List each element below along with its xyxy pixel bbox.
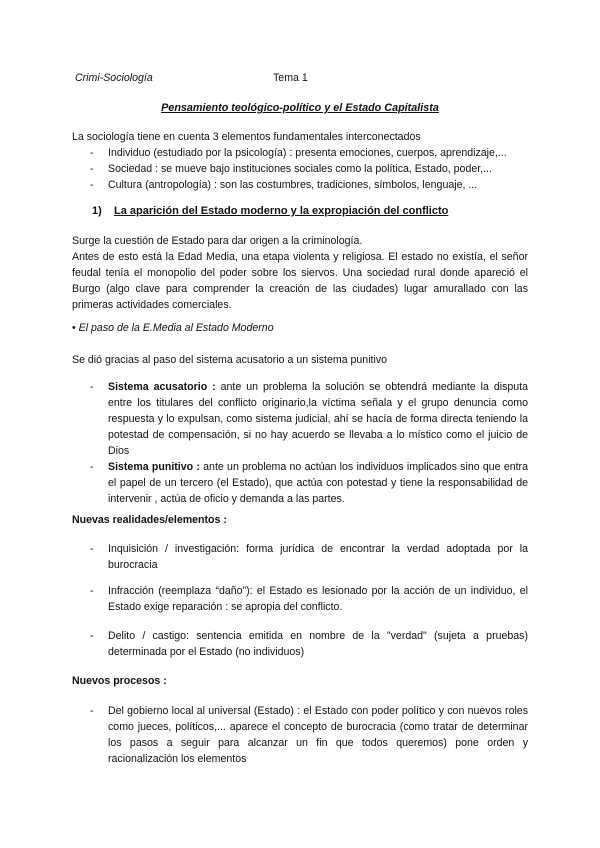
section-title: La aparición del Estado moderno y la expropiación del conflicto [114, 205, 449, 217]
section-heading [92, 205, 448, 217]
page-header [75, 72, 535, 86]
list-item: - Del gobierno local al universal (Estado) : el Estado con poder político y con nuevos roles como jueces, políticos,... aparece el concepto de burocracia (como tratar de determinar los pasos a seguir para alcanzar un fin que todos queremos) pone orden y racionalización los elementos [90, 705, 528, 765]
bullet-icon: • [72, 322, 76, 334]
list-item: - Cultura (antropología) : son las costumbres, tradiciones, símbolos, lenguaje, ... [90, 179, 478, 191]
header-subject: Crimi-Sociología [75, 72, 153, 84]
section-paragraph [72, 233, 528, 313]
header-topic: Tema 1 [273, 72, 308, 84]
intro-list [90, 145, 528, 193]
new-realities-heading: Nuevas realidades/elementos : [72, 514, 227, 526]
new-processes-list [90, 703, 528, 767]
term: Sistema acusatorio : [108, 381, 216, 393]
list-item: - Inquisición / investigación: forma jurídica de encontrar la verdad adoptada por la burocracia [90, 543, 528, 571]
new-realities-list [90, 628, 528, 660]
new-processes-heading: Nuevos procesos : [72, 675, 167, 687]
list-item: - Sociedad : se mueve bajo instituciones sociales como la política, Estado, poder,... [90, 163, 492, 175]
list-item: - Infracción (reemplaza “daño”): el Estado es lesionado por la acción de un individuo, el Estado exige reparación : se apropia del conflicto. [90, 585, 528, 613]
intro-text: La sociología tiene en cuenta 3 elementos fundamentales interconectados [72, 131, 421, 143]
paragraph-body: Antes de esto está la Edad Media, una etapa violenta y religiosa. El estado no existía, el señor feudal tenía el monopolio del poder sobre los siervos. Una sociedad rural donde apareció el Burgo (algo clave para comprender la creación de las ciudades) lugar amurallado con las primeras actividades comerciales. [72, 251, 528, 311]
term: Sistema punitivo : [108, 461, 200, 473]
list-item: - Sistema punitivo : ante un problema no actúan los individuos implicados sino que entra el papel de un tercero (el Estado), que actúa con potestad y tiene la responsabilidad de intervenir , actúa de oficio y demanda a las partes. [90, 461, 528, 505]
subsection-intro: Se dió gracias al paso del sistema acusatorio a un sistema punitivo [72, 354, 388, 366]
paragraph-line: Surge la cuestión de Estado para dar origen a la criminología. [72, 235, 363, 247]
document-title: Pensamiento teológico-político y el Estado Capitalista [161, 102, 439, 114]
subsection-heading: • El paso de la E.Media al Estado Moderno [72, 322, 274, 334]
list-item: - Sistema acusatorio : ante un problema la solución se obtendrá mediante la disputa entre los titulares del conflicto originario,la víctima señala y el grupo denuncia como respuesta y lo expulsan, como sistema judicial, ahí se hacía de forma directa teniendo la potestad de compensación, si no hay acuerdo se llevaba a lo místico como el juicio de Dios [90, 381, 529, 457]
systems-list [90, 379, 528, 507]
list-item: - Individuo (estudiado por la psicología) : presenta emociones, cuerpos, aprendizaje,... [90, 147, 507, 159]
new-realities-list [90, 583, 528, 615]
section-number: 1) [92, 205, 102, 217]
list-item: - Delito / castigo: sentencia emitida en nombre de la "verdad" (sujeta a pruebas) determinada por el Estado (no individuos) [90, 630, 528, 658]
new-realities-list [90, 541, 528, 573]
intro-block [72, 129, 528, 193]
